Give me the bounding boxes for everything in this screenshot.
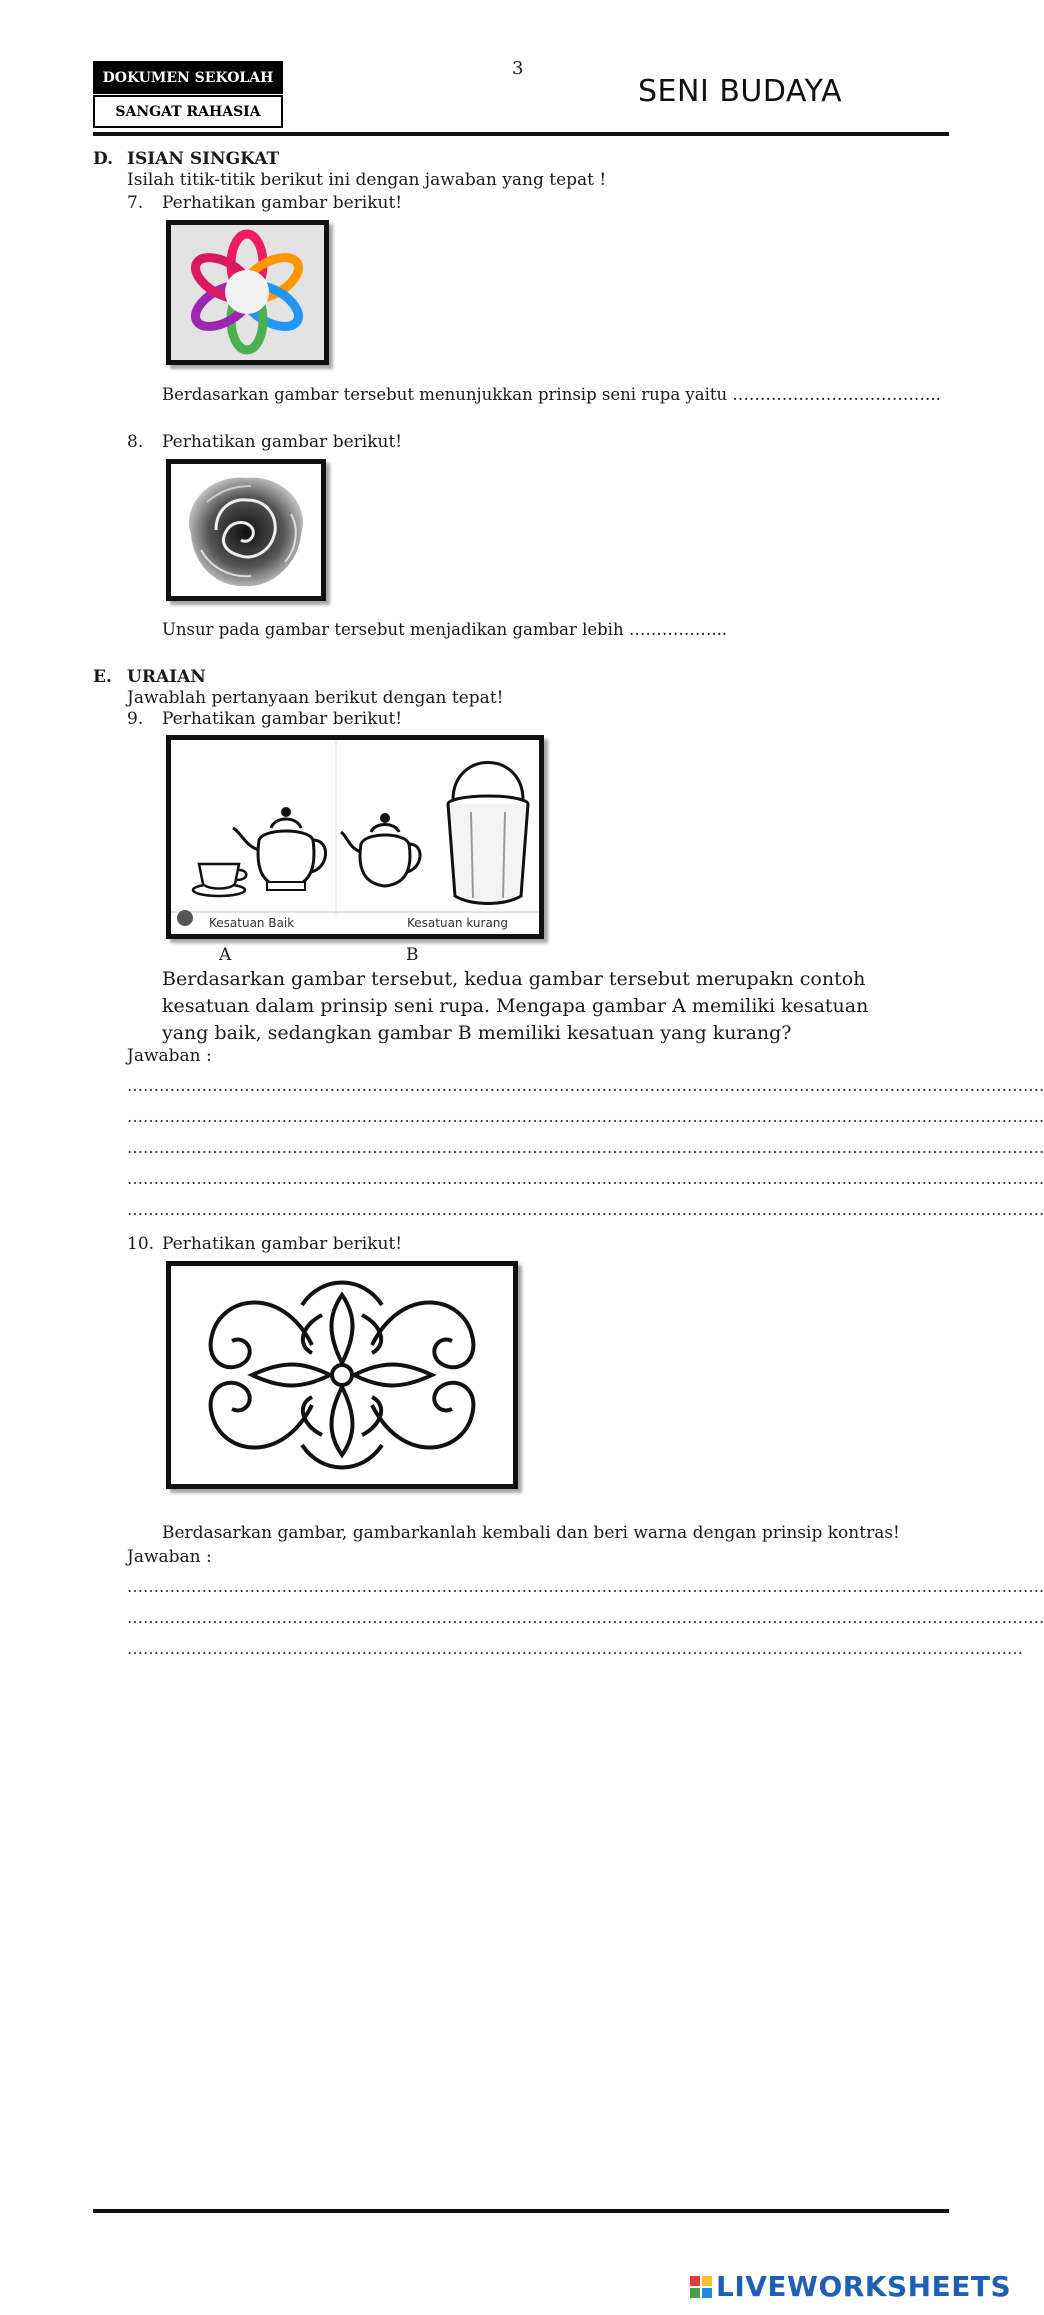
q9-answer-line[interactable]: ………………………………………………………………………………………………………………………………………………………. [127, 1138, 1044, 1157]
ornament-pattern-icon [171, 1266, 513, 1484]
q10-answer-line[interactable]: …………………………………………………………………………………………………………………………………………………… [127, 1639, 1023, 1658]
section-e-title: URAIAN [127, 667, 206, 687]
q7-image-flower-ribbon [166, 220, 329, 365]
q7-statement: Berdasarkan gambar tersebut menunjukkan prinsip seni rupa yaitu ……………………………….. [162, 385, 941, 404]
q8-statement: Unsur pada gambar tersebut menjadikan gambar lebih ……………... [162, 620, 728, 639]
ribbon-flower-icon [171, 225, 324, 360]
q8-image-rose [166, 459, 326, 601]
section-d-letter: D. [93, 149, 114, 169]
section-d-title: ISIAN SINGKAT [127, 149, 280, 169]
zoom-badge-icon [177, 910, 193, 926]
q8-prompt: Perhatikan gambar berikut! [162, 432, 403, 452]
q9-answer-label: Jawaban : [127, 1046, 212, 1066]
q10-statement: Berdasarkan gambar, gambarkanlah kembali dan beri warna dengan prinsip kontras! [162, 1523, 900, 1543]
q9-image-unity-comparison [166, 735, 544, 939]
section-e-letter: E. [93, 667, 112, 687]
q10-answer-line[interactable]: ………………………………………………………………………………………………………………………………………………………. [127, 1577, 1044, 1596]
q10-image-ornament [166, 1261, 518, 1489]
secret-label: SANGAT RAHASIA [93, 95, 283, 128]
q10-number: 10. [127, 1234, 155, 1254]
subject-title: SENI BUDAYA [638, 74, 843, 109]
label-b: B [406, 945, 419, 965]
q7-prompt: Perhatikan gambar berikut! [162, 193, 403, 213]
logo-square-l [690, 2276, 700, 2286]
q9-answer-line[interactable]: ………………………………………………………………………………………………………………………………………………………. [127, 1107, 1044, 1126]
logo-square-e [702, 2288, 712, 2298]
logo-squares-icon [690, 2276, 712, 2298]
q10-answer-line[interactable]: ………………………………………………………………………………………………………………………………………………………. [127, 1608, 1044, 1627]
q9-number: 9. [127, 709, 144, 729]
footer-rule [93, 2209, 949, 2213]
liveworksheets-logo[interactable] [690, 2270, 1011, 2303]
rose-drawing-icon [171, 464, 321, 596]
section-d-instruction: Isilah titik-titik berikut ini dengan jawaban yang tepat ! [127, 170, 607, 190]
header-rule [93, 132, 949, 136]
q10-answer-label: Jawaban : [127, 1547, 212, 1567]
q7-number: 7. [127, 193, 144, 213]
logo-square-v [690, 2288, 700, 2298]
q8-number: 8. [127, 432, 144, 452]
caption-less-unity: Kesatuan kurang [407, 916, 509, 930]
logo-square-i [702, 2276, 712, 2286]
q9-prompt: Perhatikan gambar berikut! [162, 709, 403, 729]
q9-answer-line[interactable]: ………………………………………………………………………………………………………………………………………………………. [127, 1169, 1044, 1188]
q10-prompt: Perhatikan gambar berikut! [162, 1234, 403, 1254]
q9-answer-line[interactable]: ………………………………………………………………………………………………………………………………………………………. [127, 1076, 1044, 1095]
q9-question: Berdasarkan gambar tersebut, kedua gambar tersebut merupakn contoh kesatuan dalam prinsip seni rupa. Mengapa gambar A memiliki kesatuan yang baik, sedangkan gambar B memiliki kesatuan yang kurang? [162, 968, 869, 1044]
section-e-instruction: Jawablah pertanyaan berikut dengan tepat! [127, 688, 504, 708]
logo-text: LIVEWORKSHEETS [716, 2270, 1012, 2303]
caption-good-unity: Kesatuan Baik [209, 916, 295, 930]
q9-answer-line[interactable]: ………………………………………………………………………………………………………………………………………………………. [127, 1200, 1044, 1219]
document-label: DOKUMEN SEKOLAH [93, 61, 283, 94]
page-number: 3 [512, 58, 524, 79]
teapot-bucket-illustration-icon [171, 740, 539, 934]
label-a: A [219, 945, 232, 965]
